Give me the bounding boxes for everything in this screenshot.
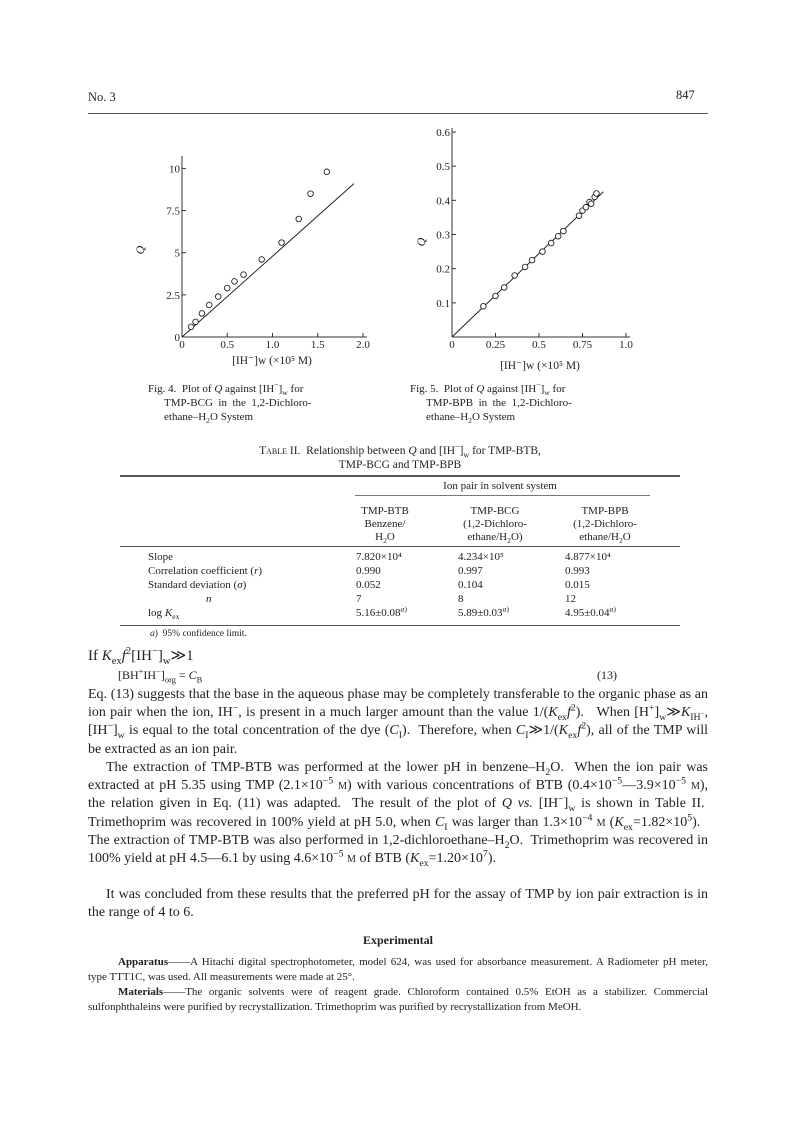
x-tick-label: 1.0 bbox=[619, 339, 633, 351]
x-tick-label: 1.5 bbox=[310, 339, 325, 351]
data-point bbox=[188, 324, 194, 330]
materials-label: Materials bbox=[118, 986, 164, 998]
table-row: n 7 8 12 bbox=[206, 593, 576, 605]
table-row: Standard deviation (σ) 0.052 0.104 0.015 bbox=[148, 579, 590, 591]
data-point bbox=[296, 216, 302, 222]
x-tick-label: 2.0 bbox=[356, 339, 370, 351]
y-tick-label: 10 bbox=[169, 163, 180, 176]
experimental-heading: Experimental bbox=[363, 933, 433, 947]
data-point bbox=[512, 273, 518, 279]
data-point bbox=[232, 279, 238, 285]
y-tick-label: 0.5 bbox=[436, 161, 450, 174]
data-point bbox=[588, 201, 594, 207]
equation-13: $[BH^+IH^-]_{org} = C_B$ bbox=[118, 667, 203, 685]
fig5-caption: Fig. 5. Plot of Q against $[IH^-]_w$ for TMP-BPB in the 1,2-Dichloro- ethane–$H_2O$ System bbox=[410, 380, 572, 426]
table-top-rule bbox=[120, 475, 680, 477]
paragraph-1: Eq. (13) suggests that the base in the aqueous phase may be completely transferable to the organic phase as an ion pair when the ion, IH−, is present in a much larger amount than the value $1/(K_{ex}f^2)$. When $[H^+]_w≫K_{IH^-}$, $[IH^-]_w$ is equal to the total concentration of the dye $(C_I)$. Therefore, when $C_I≫1/(K_{ex}f^2)$, all of the TMP will be extracted as an ion pair. bbox=[88, 687, 709, 757]
fig5-plot bbox=[414, 127, 633, 372]
x-tick-label: 0.5 bbox=[220, 339, 235, 351]
table-body bbox=[148, 551, 668, 621]
y-tick-label: 0.4 bbox=[436, 195, 450, 208]
materials-paragraph: Materials——The organic solvents were of reagent grade. Chloroform contained 0.5% EtOH as a stabilizer. Commercial sulfonphthaleins were purified by recrystallization. Trimethoprim was purified by recrystallization from MeOH. bbox=[88, 986, 708, 1013]
paragraph-2: The extraction of TMP-BTB was performed at the lower pH in benzene–$H_2O$. When the ion pair was extracted at pH 5.35 using TMP ($2.1\times 10^{-5}$ m) with various concentrations of BTB ($0.4\times 10^{-5}—3.9\times 10^{-5}$ m), the relation given in Eq. (11) was adapted. The result of the plot of Q vs. $[IH^-]_w$ is shown in Table II. Trimethoprim was recovered in 100% yield at pH 5.0, when $C_I$ was larger than $1.3\times 10^{-4}$ m $(K_{ex}=1.82\times 10^5)$. The extraction of TMP-BTB was also performed in $1,2-dichloroethane-H_2O$. Trimethoprim was recovered in 100% yield at pH 4.5—6.1 by using $4.6\times 10^{-5}$ m of BTB $(K_{ex}=1.20\times 10^7)$. bbox=[88, 760, 709, 869]
data-point bbox=[561, 228, 567, 234]
table-row: Correlation coefficient (r) 0.990 0.997 0.993 bbox=[148, 565, 590, 577]
table-row: Slope 7.820×10⁴ 4.234×10⁵ 4.877×10⁴ bbox=[148, 551, 611, 563]
data-point bbox=[540, 249, 546, 255]
table-bottom-rule bbox=[120, 625, 680, 626]
x-tick-label: 0 bbox=[449, 339, 455, 351]
data-point bbox=[199, 311, 205, 317]
page-number: 847 bbox=[676, 88, 695, 102]
table-footnote: a) 95% confidence limit. bbox=[150, 629, 247, 639]
fig4-chart bbox=[130, 150, 380, 375]
x-tick-label: 0 bbox=[179, 339, 185, 351]
data-point bbox=[193, 319, 199, 325]
apparatus-paragraph: Apparatus——A Hitachi digital spectrophotometer, model 624, was used for absorbance measurement. A Radiometer pH meter, type TTT1C, was used. All measurements were made at 25°. bbox=[88, 956, 708, 983]
y-tick-label: 0 bbox=[174, 332, 180, 344]
y-tick-label: 5 bbox=[174, 247, 180, 260]
table-group-header: Ion pair in solvent system bbox=[443, 480, 557, 492]
x-axis-label: [IH⁻]w (×10⁵ M) bbox=[500, 360, 580, 372]
data-point bbox=[241, 272, 247, 278]
journal-number: No. 3 bbox=[88, 90, 116, 104]
y-axis-label: Q bbox=[414, 237, 428, 247]
y-tick-label: 0.1 bbox=[436, 297, 450, 310]
table-col3-header: TMP-BPB (1,2-Dichloro- ethane/$H_2O$ bbox=[573, 505, 637, 546]
table-header-rule bbox=[120, 546, 680, 547]
data-point bbox=[481, 303, 487, 309]
fig4-caption: Fig. 4. Plot of Q against $[IH^-]_w$ for TMP-BCG in the 1,2-Dichloro- ethane–$H_2O$ System bbox=[148, 380, 312, 426]
x-tick-label: 0.75 bbox=[572, 339, 593, 351]
fig4-plot bbox=[133, 156, 370, 367]
paragraph-3: It was concluded from these results that the preferred pH for the assay of TMP by ion pair extraction is in the range of 4 to 6. bbox=[88, 887, 708, 921]
y-axis-label: Q bbox=[133, 245, 147, 255]
data-point bbox=[501, 285, 507, 291]
data-point bbox=[279, 240, 285, 246]
y-tick-label: 0.6 bbox=[436, 127, 450, 139]
x-tick-label: 0.25 bbox=[485, 339, 506, 351]
data-point bbox=[529, 257, 535, 263]
apparatus-label: Apparatus bbox=[118, 956, 169, 968]
data-point bbox=[308, 191, 314, 197]
y-tick-label: 2.5 bbox=[166, 289, 180, 302]
data-point bbox=[224, 285, 230, 291]
header-rule bbox=[88, 113, 708, 114]
data-point bbox=[583, 204, 589, 210]
y-tick-label: 7.5 bbox=[166, 205, 180, 218]
data-point bbox=[259, 257, 265, 263]
table-row: $\log K_{ex}$ $5.16\pm 0.08^{a)}$ $5.89\pm 0.03^{a)}$ $4.95\pm 0.04^{a)}$ bbox=[148, 604, 616, 622]
data-point bbox=[493, 293, 499, 299]
y-tick-label: 0.2 bbox=[436, 263, 450, 276]
table-col2-header: TMP-BCG (1,2-Dichloro- ethane/$H_2O$) bbox=[463, 505, 527, 546]
data-point bbox=[594, 191, 600, 197]
table-col1-header: TMP-BTB Benzene/ $H_2O$ bbox=[361, 505, 409, 546]
data-point bbox=[576, 213, 582, 219]
x-tick-label: 0.5 bbox=[532, 339, 546, 351]
table-title: Table II. Relationship between Q and $[IH^-]_w$ for TMP-BTB, TMP-BCG and TMP-BPB bbox=[259, 442, 541, 471]
fit-line bbox=[182, 184, 354, 337]
data-point bbox=[522, 264, 528, 270]
table-label: Table II. bbox=[259, 445, 301, 457]
x-tick-label: 1.0 bbox=[265, 339, 280, 351]
data-point bbox=[206, 302, 212, 308]
y-tick-label: 0.3 bbox=[436, 229, 450, 242]
condition-line: If $K_{ex}f^2[IH^-]_w≫1$ bbox=[88, 646, 194, 667]
fig5-chart bbox=[410, 120, 655, 375]
data-point bbox=[548, 240, 554, 246]
x-axis-label: [IH⁻]w (×10⁵ M) bbox=[232, 355, 312, 367]
data-point bbox=[555, 233, 561, 239]
group-header-rule bbox=[355, 495, 650, 496]
equation-number: (13) bbox=[597, 668, 617, 682]
data-point bbox=[215, 294, 221, 300]
data-point bbox=[324, 169, 330, 175]
